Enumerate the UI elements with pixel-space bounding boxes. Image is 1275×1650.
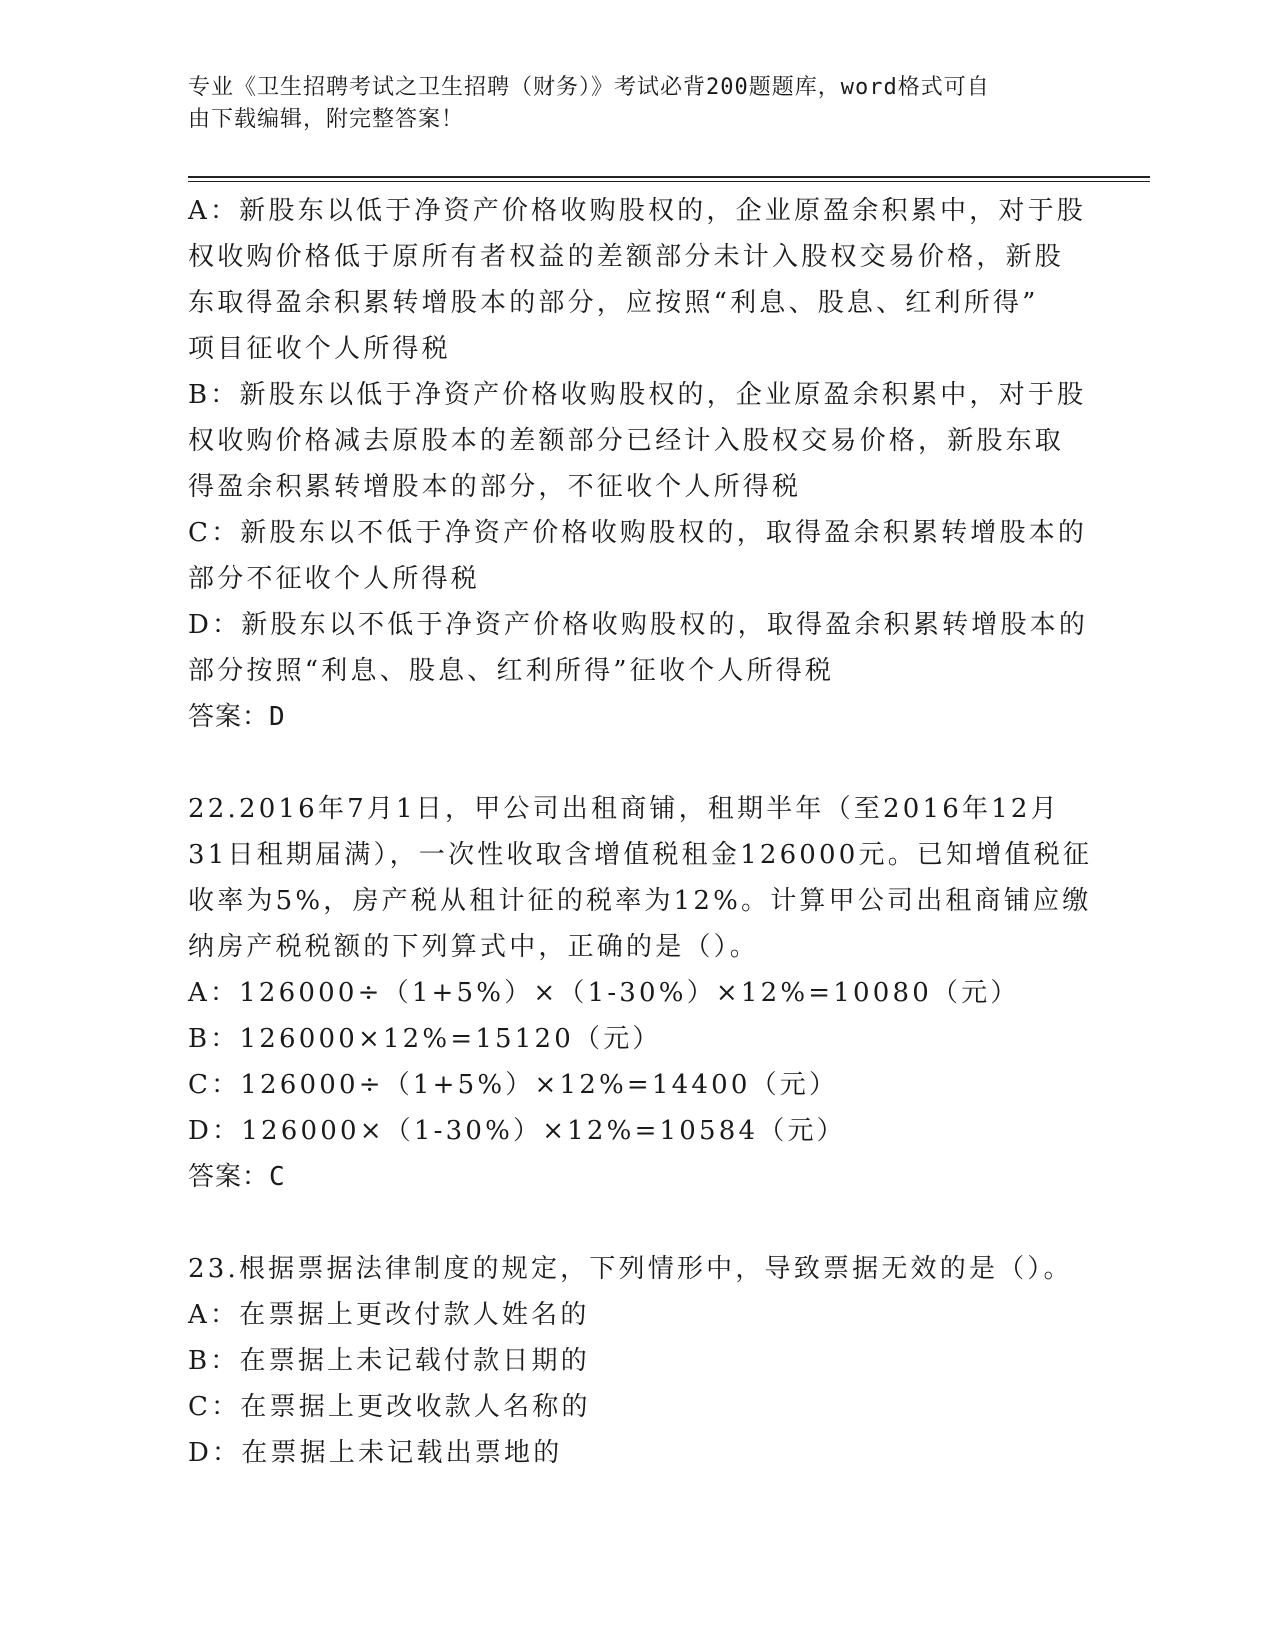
- question-21: [188, 188, 1088, 740]
- text-line: 31日租期届满），一次性收取含增值税租金126000元。已知增值税征: [188, 840, 1093, 870]
- text-line: D：新股东以不低于净资产价格收购股权的，取得盈余积累转增股本的: [188, 610, 1089, 640]
- question-22: [188, 786, 1093, 1200]
- text-line: 纳房产税税额的下列算式中，正确的是（）。: [188, 932, 760, 962]
- q21-option-d: [188, 602, 1088, 694]
- q21-answer: 答案：D: [188, 702, 286, 732]
- header-divider-thick: [188, 176, 1150, 178]
- header-divider-thin: [188, 181, 1150, 182]
- text-line: 得盈余积累转增股本的部分，不征收个人所得税: [188, 472, 802, 502]
- q23-stem: 23.根据票据法律制度的规定，下列情形中，导致票据无效的是（）。: [188, 1254, 1073, 1284]
- q21-option-a: [188, 188, 1088, 372]
- q23-option-b: B：在票据上未记载付款日期的: [188, 1346, 590, 1376]
- q22-option-a: A：126000÷（1+5%）×（1-30%）×12%=10080（元）: [188, 978, 1020, 1008]
- document-header: [188, 72, 1088, 136]
- header-line-2: 由下载编辑，附完整答案！: [188, 107, 465, 132]
- text-line: 部分不征收个人所得税: [188, 564, 481, 594]
- text-line: 收率为5%，房产税从租计征的税率为12%。计算甲公司出租商铺应缴: [188, 886, 1092, 916]
- q22-option-d: D：126000×（1-30%）×12%=10584（元）: [188, 1116, 846, 1146]
- text-line: B：新股东以低于净资产价格收购股权的，企业原盈余积累中，对于股: [188, 380, 1087, 410]
- spacer: [188, 1200, 1088, 1246]
- q22-option-c: C：126000÷（1+5%）×12%=14400（元）: [188, 1070, 839, 1100]
- text-line: C：新股东以不低于净资产价格收购股权的，取得盈余积累转增股本的: [188, 518, 1088, 548]
- q22-answer: 答案：C: [188, 1162, 286, 1192]
- spacer: [188, 740, 1088, 786]
- text-line: 项目征收个人所得税: [188, 334, 451, 364]
- header-line-1: 专业《卫生招聘考试之卫生招聘（财务）》考试必背200题题库，word格式可自: [188, 75, 990, 100]
- q21-option-b: [188, 372, 1088, 510]
- q21-option-c: [188, 510, 1088, 602]
- text-line: 部分按照“利息、股息、红利所得”征收个人所得税: [188, 656, 835, 686]
- q22-stem: [188, 786, 1093, 970]
- document-body: [188, 188, 1093, 1476]
- q23-option-d: D：在票据上未记载出票地的: [188, 1438, 563, 1468]
- text-line: 22.2016年7月1日，甲公司出租商铺，租期半年（至2016年12月: [188, 794, 1060, 824]
- question-23: [188, 1246, 1088, 1476]
- text-line: 权收购价格低于原所有者权益的差额部分未计入股权交易价格，新股: [188, 242, 1065, 272]
- text-line: 东取得盈余积累转增股本的部分，应按照“利息、股息、红利所得”: [188, 288, 1039, 318]
- text-line: 权收购价格减去原股本的差额部分已经计入股权交易价格，新股东取: [188, 426, 1065, 456]
- q22-option-b: B：126000×12%=15120（元）: [188, 1024, 662, 1054]
- text-line: A：新股东以低于净资产价格收购股权的，企业原盈余积累中，对于股: [188, 196, 1086, 226]
- q23-option-c: C：在票据上更改收款人名称的: [188, 1392, 591, 1422]
- q23-option-a: A：在票据上更改付款人姓名的: [188, 1300, 590, 1330]
